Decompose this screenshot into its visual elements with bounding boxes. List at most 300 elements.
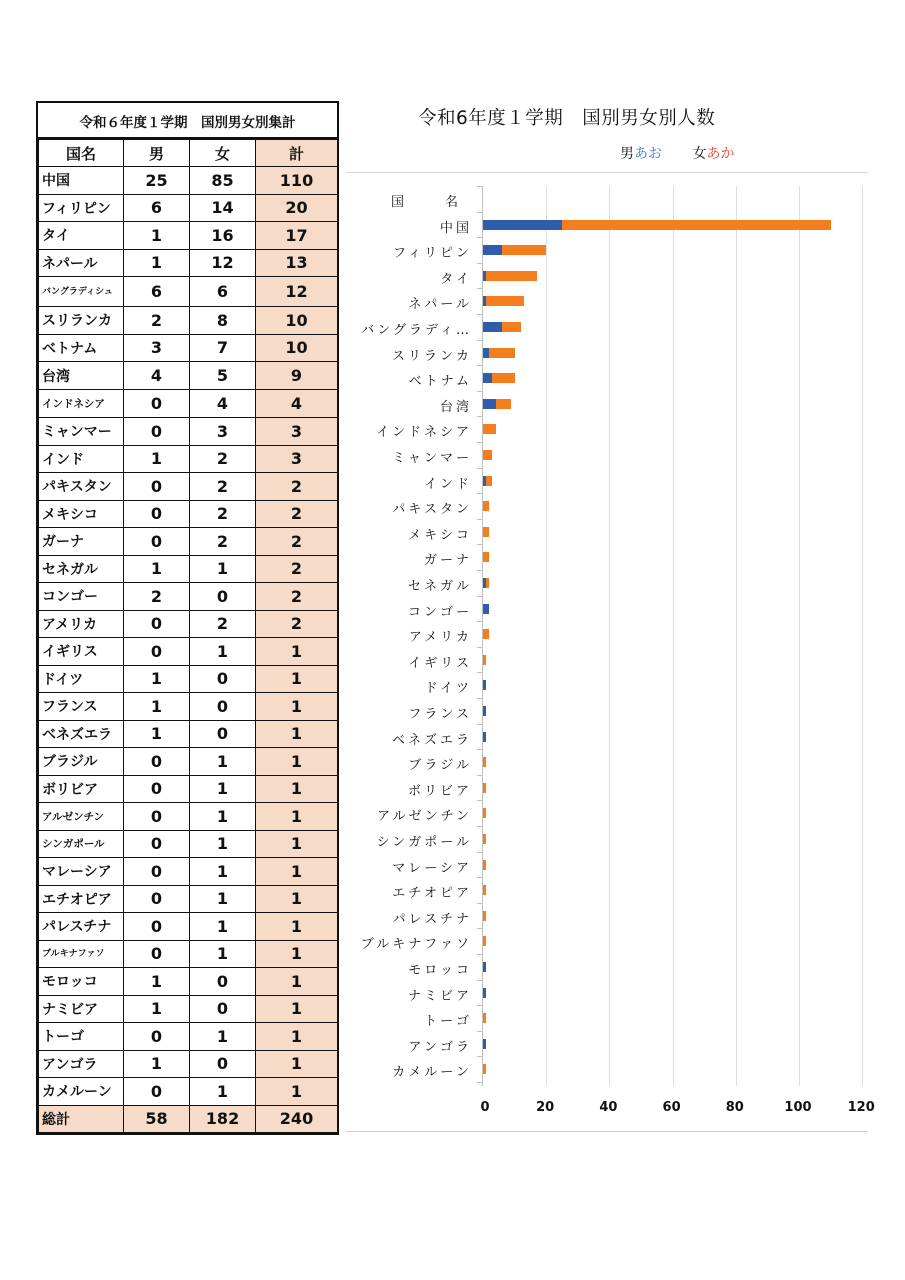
category-label: ガーナ [423,553,472,569]
gridline [799,186,800,1086]
country-cell: ボリビア [39,775,124,803]
total-cell: 10 [256,334,338,362]
category-label: カメルーン [392,1065,472,1081]
category-label: ドイツ [424,681,472,697]
female-cell: 5 [190,362,256,390]
category-label: ブルキナファソ [360,937,472,953]
category-label: ナミビア [407,988,472,1004]
stacked-bar [483,911,486,921]
bar-segment-female [502,322,521,332]
category-label: ベネズエラ [391,732,472,748]
table-row [39,913,338,941]
female-cell: 6 [190,277,256,307]
female-cell: 2 [190,610,256,638]
header-country: 国名 [39,140,124,167]
table-row [39,748,338,776]
table-row [39,249,338,277]
legend-female-label: 女 [692,146,707,162]
y-tick [477,928,483,929]
y-tick [477,800,483,801]
table-total-row [39,1105,338,1133]
table-row [39,775,338,803]
table-header-row [39,140,338,167]
x-tick-label: 0 [480,1100,490,1115]
female-cell: 0 [190,693,256,721]
stacked-bar [483,424,496,434]
female-cell: 0 [190,968,256,996]
table-row [39,222,338,250]
stacked-bar [483,373,515,383]
total-cell: 2 [256,555,338,583]
total-cell: 1 [256,803,338,831]
stacked-bar [483,680,486,690]
male-cell: 2 [124,583,190,611]
x-tick-label: 60 [662,1100,681,1115]
table-row [39,1078,338,1106]
gridline [862,186,863,1086]
gridline [673,186,674,1086]
female-cell: 1 [190,775,256,803]
country-cell: 中国 [39,167,124,195]
male-cell: 25 [124,167,190,195]
stacked-bar [483,220,831,230]
stacked-bar [483,732,486,742]
y-tick [477,852,483,853]
stacked-bar [483,988,486,998]
bar-segment-female [483,552,489,562]
country-cell: ブラジル [39,748,124,776]
male-cell: 0 [124,638,190,666]
y-tick [477,391,483,392]
country-cell: ブルキナファソ [39,940,124,968]
y-tick [477,1005,483,1006]
total-cell: 1 [256,940,338,968]
female-cell: 1 [190,803,256,831]
total-cell: 1 [256,858,338,886]
country-cell: マレーシア [39,858,124,886]
total-cell: 13 [256,249,338,277]
stacked-bar [483,527,489,537]
stacked-bar [483,1064,486,1074]
bar-segment-female [486,271,537,281]
total-cell: 2 [256,528,338,556]
country-cell: イギリス [39,638,124,666]
female-cell: 1 [190,940,256,968]
category-label: エチオピア [392,886,472,902]
male-cell: 0 [124,830,190,858]
total-cell: 1 [256,693,338,721]
table-row [39,803,338,831]
stacked-bar [483,1013,486,1023]
stacked-bar [483,271,537,281]
bar-segment-female [483,527,489,537]
stacked-bar [483,450,492,460]
male-cell: 2 [124,307,190,335]
country-cell: ガーナ [39,528,124,556]
category-label: スリランカ [391,348,472,364]
category-label: ベトナム [408,374,472,390]
country-cell: カメルーン [39,1078,124,1106]
stacked-bar [483,578,489,588]
table-row [39,555,338,583]
category-label: メキシコ [408,527,472,543]
male-cell: 6 [124,277,190,307]
category-label: バングラディ… [361,323,472,338]
total-cell: 2 [256,583,338,611]
country-cell: メキシコ [39,500,124,528]
y-tick [477,775,483,776]
male-cell: 0 [124,473,190,501]
country-cell: ベトナム [39,334,124,362]
country-cell: アンゴラ [39,1050,124,1078]
bar-segment-female [483,1013,486,1023]
country-cell: パキスタン [39,473,124,501]
male-cell: 4 [124,362,190,390]
category-label: 台湾 [439,399,472,415]
male-cell: 0 [124,528,190,556]
y-tick [477,672,483,673]
bar-segment-female [483,1064,486,1074]
header-total: 計 [256,140,338,167]
female-cell: 85 [190,167,256,195]
stacked-bar [483,706,486,716]
female-cell: 1 [190,555,256,583]
bar-segment-female [483,424,496,434]
category-label: フィリピン [393,246,472,262]
total-cell: 1 [256,885,338,913]
bar-segment-female [496,399,512,409]
male-cell: 1 [124,445,190,473]
bar-segment-male [483,373,492,383]
female-cell: 1 [190,748,256,776]
stacked-bar [483,936,486,946]
male-cell: 1 [124,720,190,748]
female-cell: 1 [190,913,256,941]
male-cell: 0 [124,913,190,941]
y-tick [477,314,483,315]
total-cell: 4 [256,390,338,418]
stacked-bar [483,757,486,767]
bar-segment-female [486,476,492,486]
y-tick [477,468,483,469]
bar-segment-male [483,1039,486,1049]
country-cell: アメリカ [39,610,124,638]
country-cell: ナミビア [39,995,124,1023]
table-row [39,1023,338,1051]
gridline [736,186,737,1086]
category-label: インドネシア [376,425,472,441]
country-cell: インド [39,445,124,473]
y-tick [477,877,483,878]
chart-title: 令和6年度１学期 国別男女別人数 [418,108,716,129]
category-label: パキスタン [392,502,472,518]
category-label: マレーシア [392,860,472,876]
stacked-bar [483,476,492,486]
total-cell: 1 [256,720,338,748]
stacked-bar [483,552,489,562]
male-cell: 1 [124,555,190,583]
header-male: 男 [124,140,190,167]
male-cell: 0 [124,940,190,968]
legend-male-label: 男 [620,146,634,162]
plot-area [482,186,864,1086]
stacked-bar [483,348,515,358]
total-cell: 17 [256,222,338,250]
table-row [39,693,338,721]
y-tick [477,1056,483,1057]
female-cell: 0 [190,583,256,611]
bar-segment-female [483,860,486,870]
y-tick [477,416,483,417]
male-cell: 0 [124,858,190,886]
bar-segment-male [483,732,486,742]
female-cell: 1 [190,858,256,886]
y-tick [477,724,483,725]
category-label: イギリス [408,655,472,671]
table-row [39,1050,338,1078]
male-cell: 0 [124,418,190,446]
table-row [39,638,338,666]
legend-male-color-text: あお [634,146,662,162]
y-tick [477,596,483,597]
total-cell: 1 [256,830,338,858]
category-label: ミャンマー [392,451,472,466]
male-cell: 0 [124,500,190,528]
total-cell: 10 [256,307,338,335]
bar-segment-female [483,911,486,921]
bar-segment-male [483,399,496,409]
country-cell: パレスチナ [39,913,124,941]
legend-female [692,146,734,162]
table-row [39,528,338,556]
stacked-bar [483,885,486,895]
y-tick [477,263,483,264]
gridline [546,186,547,1086]
stacked-bar [483,962,486,972]
total-cell: 1 [256,638,338,666]
total-cell: 2 [256,610,338,638]
y-tick [477,570,483,571]
bar-segment-female [492,373,514,383]
male-cell: 1 [124,693,190,721]
country-cell: ベネズエラ [39,720,124,748]
table-row [39,995,338,1023]
total-cell: 12 [256,277,338,307]
country-cell: モロッコ [39,968,124,996]
total-cell: 1 [256,748,338,776]
y-tick [477,1031,483,1032]
male-cell: 0 [124,803,190,831]
country-cell: シンガポール [39,830,124,858]
category-label: タイ [440,271,472,287]
male-cell: 0 [124,748,190,776]
category-label: コンゴー [407,604,472,620]
table-row [39,830,338,858]
male-cell: 1 [124,995,190,1023]
country-cell: バングラディシュ [39,277,124,307]
female-cell: 1 [190,830,256,858]
female-cell: 1 [190,1023,256,1051]
bar-segment-male [483,220,562,230]
bar-segment-female [483,450,492,460]
total-cell: 1 [256,968,338,996]
female-cell: 2 [190,473,256,501]
bar-segment-female [483,655,486,665]
category-label: ネパール [408,297,472,313]
category-label: インド [423,476,472,492]
header-female: 女 [190,140,256,167]
country-cell: ミャンマー [39,418,124,446]
total-cell: 1 [256,995,338,1023]
bar-segment-male [483,245,502,255]
bar-segment-female [486,296,524,306]
x-tick-label: 120 [847,1100,875,1115]
category-label: モロッコ [408,963,472,978]
country-cell: セネガル [39,555,124,583]
y-tick [477,621,483,622]
bar-segment-male [483,322,502,332]
table-row [39,473,338,501]
male-cell: 1 [124,665,190,693]
male-cell: 6 [124,194,190,222]
female-cell: 0 [190,720,256,748]
table-row [39,500,338,528]
legend-female-color-text: あか [706,146,735,162]
category-label: シンガポール [376,835,472,850]
grand-total-female: 182 [190,1105,256,1133]
female-cell: 4 [190,390,256,418]
total-cell: 9 [256,362,338,390]
bar-segment-male [483,680,486,690]
table-row [39,858,338,886]
male-cell: 0 [124,1023,190,1051]
bar-segment-female [483,808,486,818]
country-cell: ドイツ [39,665,124,693]
female-cell: 7 [190,334,256,362]
male-cell: 1 [124,222,190,250]
male-cell: 1 [124,968,190,996]
male-cell: 1 [124,249,190,277]
category-label: 中国 [439,220,472,236]
bar-segment-female [483,783,486,793]
x-tick-label: 40 [599,1100,618,1115]
female-cell: 0 [190,665,256,693]
total-cell: 1 [256,1050,338,1078]
total-cell: 110 [256,167,338,195]
bar-segment-male [483,604,489,614]
axis-header: 国 名 [390,195,472,210]
category-label: ボリビア [407,783,472,799]
table-row [39,418,338,446]
y-tick [477,493,483,494]
bar-segment-female [483,834,486,844]
y-tick [477,647,483,648]
summary-table [36,101,339,1135]
female-cell: 8 [190,307,256,335]
table-row [39,720,338,748]
female-cell: 0 [190,1050,256,1078]
total-cell: 1 [256,1078,338,1106]
stacked-bar [483,1039,486,1049]
legend-male [620,146,662,162]
y-tick [477,288,483,289]
grand-total-male: 58 [124,1105,190,1133]
table-row [39,307,338,335]
total-cell: 2 [256,500,338,528]
category-label: アンゴラ [408,1039,472,1055]
category-label: フランス [408,707,472,722]
table-row [39,362,338,390]
stacked-bar [483,783,486,793]
y-tick [477,749,483,750]
country-cell: アルゼンチン [39,803,124,831]
category-label: アメリカ [408,630,472,646]
country-cell: スリランカ [39,307,124,335]
gridline [609,186,610,1086]
stacked-bar [483,860,486,870]
male-cell: 0 [124,885,190,913]
y-tick [477,212,483,213]
y-tick [477,186,483,187]
stacked-bar [483,808,486,818]
x-tick-label: 20 [536,1100,555,1115]
table-row [39,390,338,418]
table-row [39,583,338,611]
female-cell: 12 [190,249,256,277]
category-label: セネガル [407,579,472,594]
male-cell: 3 [124,334,190,362]
x-tick-label: 100 [784,1100,812,1115]
female-cell: 2 [190,528,256,556]
bar-segment-female [486,578,489,588]
stacked-bar [483,322,521,332]
male-cell: 0 [124,390,190,418]
table-row [39,334,338,362]
bar-segment-female [483,629,489,639]
stacked-bar [483,296,524,306]
male-cell: 0 [124,775,190,803]
x-tick-label: 80 [725,1100,744,1115]
female-cell: 2 [190,500,256,528]
table-row [39,940,338,968]
country-cell: トーゴ [39,1023,124,1051]
bar-segment-male [483,988,486,998]
bar-segment-female [483,936,486,946]
stacked-bar [483,245,546,255]
stacked-bar [483,501,489,511]
table-row [39,167,338,195]
table-row [39,968,338,996]
stacked-bar [483,399,511,409]
country-cell: エチオピア [39,885,124,913]
female-cell: 1 [190,1078,256,1106]
grand-total: 240 [256,1105,338,1133]
y-tick [477,544,483,545]
y-tick [477,340,483,341]
table-title: 令和６年度１学期 国別男女別集計 [38,103,337,139]
table-row [39,277,338,307]
table-row [39,194,338,222]
category-label: トーゴ [423,1014,472,1030]
total-cell: 3 [256,445,338,473]
country-cell: ネパール [39,249,124,277]
table-row [39,885,338,913]
male-cell: 0 [124,610,190,638]
y-tick [477,237,483,238]
y-tick [477,954,483,955]
y-tick [477,980,483,981]
chart-legend [620,143,734,163]
